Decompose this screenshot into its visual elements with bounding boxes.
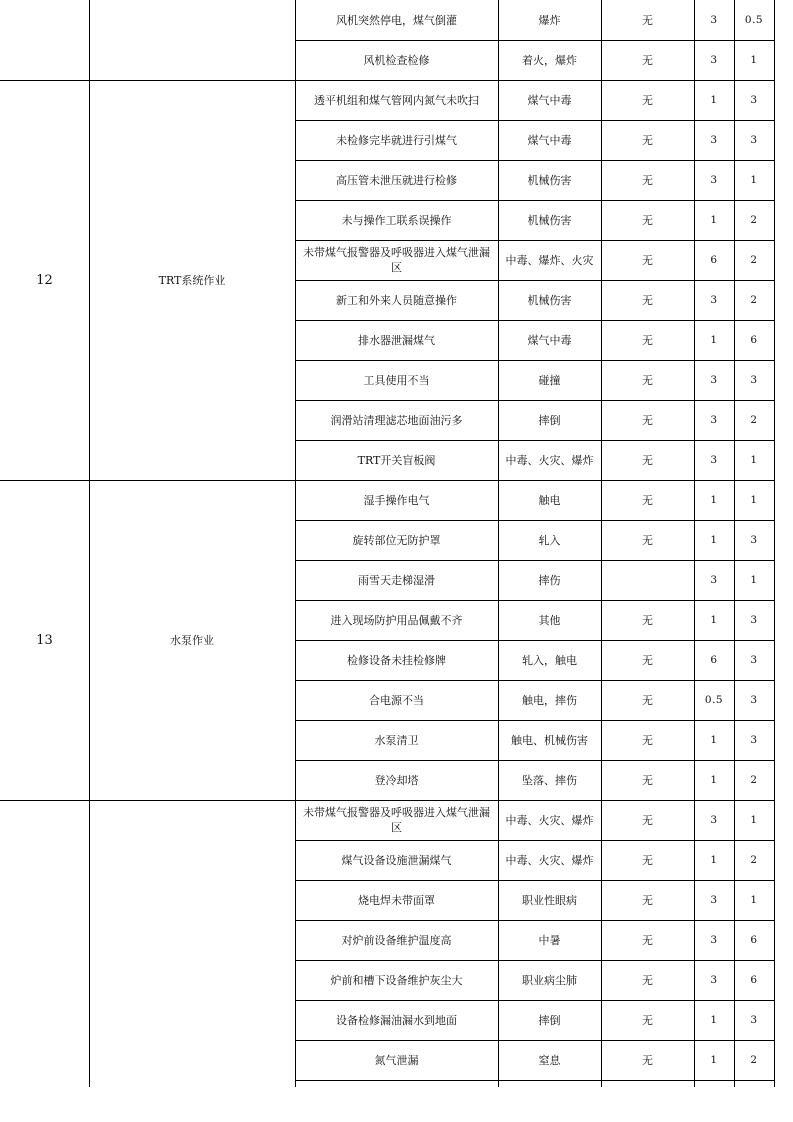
score-a-cell: 3 — [710, 453, 718, 466]
score-b-cell: 2 — [750, 213, 758, 226]
hazard-cause-cell: 炉前和槽下设备维护灰尘大 — [330, 973, 463, 987]
score-a-cell: 3 — [710, 893, 718, 906]
hazard-cause-cell: 高压管未泄压就进行检修 — [336, 173, 457, 187]
harm-type-cell: 职业病尘肺 — [522, 973, 577, 987]
row-divider — [295, 1080, 775, 1081]
group-seq-cell: 12 — [36, 272, 53, 288]
control-measure-cell: 无 — [642, 13, 653, 27]
score-a-cell: 1 — [710, 533, 718, 546]
hazard-cause-cell: 未与操作工联系误操作 — [341, 213, 452, 227]
control-measure-cell: 无 — [642, 893, 653, 907]
control-measure-cell: 无 — [642, 613, 653, 627]
score-a-cell: 1 — [710, 853, 718, 866]
harm-type-cell: 煤气中毒 — [527, 133, 572, 147]
score-b-cell: 3 — [750, 613, 758, 626]
control-measure-cell: 无 — [642, 693, 653, 707]
hazard-cause-cell: 排水器泄漏煤气 — [358, 333, 435, 347]
harm-type-cell: 煤气中毒 — [527, 333, 572, 347]
hazard-cause-cell: 旋转部位无防护罩 — [352, 533, 441, 547]
control-measure-cell: 无 — [642, 1013, 653, 1027]
harm-type-cell: 中毒、火灾、爆炸 — [505, 453, 594, 467]
group-task-cell — [89, 800, 295, 1080]
harm-type-cell: 触电、机械伤害 — [511, 733, 588, 747]
harm-type-cell: 其他 — [538, 613, 561, 627]
harm-type-cell: 轧入，触电 — [522, 653, 577, 667]
group-task-cell: 水泵作业 — [170, 633, 214, 647]
hazard-cause-cell: 透平机组和煤气管网内氮气未吹扫 — [314, 93, 479, 107]
column-line — [774, 0, 775, 1087]
score-b-cell: 2 — [750, 853, 758, 866]
hazard-cause-cell: TRT开关盲板阀 — [357, 453, 436, 467]
hazard-cause-cell: 未带煤气报警器及呼吸器进入煤气泄漏区 — [303, 806, 490, 834]
score-a-cell: 3 — [710, 973, 718, 986]
group-task-cell — [89, 0, 295, 80]
control-measure-cell: 无 — [642, 933, 653, 947]
score-b-cell: 2 — [750, 293, 758, 306]
score-a-cell: 3 — [710, 173, 718, 186]
score-a-cell: 3 — [710, 133, 718, 146]
score-a-cell: 0.5 — [704, 693, 724, 706]
control-measure-cell: 无 — [642, 533, 653, 547]
harm-type-cell: 触电，摔伤 — [522, 693, 577, 707]
score-b-cell: 3 — [750, 533, 758, 546]
control-measure-cell: 无 — [642, 213, 653, 227]
control-measure-cell: 无 — [642, 453, 653, 467]
control-measure-cell: 无 — [642, 813, 653, 827]
score-a-cell: 6 — [710, 653, 718, 666]
score-a-cell: 3 — [710, 373, 718, 386]
control-measure-cell: 无 — [642, 413, 653, 427]
score-a-cell: 1 — [710, 493, 718, 506]
hazard-cause-cell: 合电源不当 — [369, 693, 424, 707]
control-measure-cell: 无 — [642, 93, 653, 107]
control-measure-cell: 无 — [642, 53, 653, 67]
control-measure-cell: 无 — [642, 733, 653, 747]
hazard-cause-cell: 湿手操作电气 — [363, 493, 430, 507]
column-line — [89, 0, 90, 1087]
score-b-cell: 1 — [750, 493, 758, 506]
score-b-cell: 3 — [750, 373, 758, 386]
score-b-cell: 1 — [750, 813, 758, 826]
score-b-cell: 3 — [750, 653, 758, 666]
score-a-cell: 3 — [710, 13, 718, 26]
control-measure-cell: 无 — [642, 293, 653, 307]
harm-type-cell: 机械伤害 — [527, 293, 572, 307]
score-a-cell: 1 — [710, 613, 718, 626]
group-divider — [0, 80, 296, 81]
control-measure-cell: 无 — [642, 133, 653, 147]
score-b-cell: 1 — [750, 53, 758, 66]
group-divider — [0, 800, 296, 801]
harm-type-cell: 机械伤害 — [527, 173, 572, 187]
hazard-cause-cell: 工具使用不当 — [363, 373, 430, 387]
harm-type-cell: 职业性眼病 — [522, 893, 577, 907]
harm-type-cell: 中毒、火灾、爆炸 — [505, 813, 594, 827]
hazard-cause-cell: 风机检查检修 — [363, 53, 430, 67]
harm-type-cell: 机械伤害 — [527, 213, 572, 227]
control-measure-cell: 无 — [642, 853, 653, 867]
group-task-cell: TRT系统作业 — [158, 273, 226, 287]
control-measure-cell: 无 — [642, 253, 653, 267]
score-b-cell: 6 — [750, 933, 758, 946]
score-b-cell: 1 — [750, 893, 758, 906]
score-b-cell: 1 — [750, 573, 758, 586]
harm-type-cell: 摔倒 — [538, 1013, 561, 1027]
score-b-cell: 2 — [750, 773, 758, 786]
score-a-cell: 3 — [710, 413, 718, 426]
score-b-cell: 3 — [750, 1013, 758, 1026]
control-measure-cell: 无 — [642, 773, 653, 787]
score-a-cell: 3 — [710, 53, 718, 66]
harm-type-cell: 中暑 — [538, 933, 561, 947]
score-b-cell: 3 — [750, 93, 758, 106]
hazard-cause-cell: 风机突然停电，煤气倒灌 — [336, 13, 457, 27]
score-a-cell: 3 — [710, 933, 718, 946]
hazard-cause-cell: 对炉前设备维护温度高 — [341, 933, 452, 947]
control-measure-cell: 无 — [642, 493, 653, 507]
harm-type-cell: 窒息 — [538, 1053, 561, 1067]
harm-type-cell: 摔倒 — [538, 413, 561, 427]
hazard-cause-cell: 润滑站清理滤芯地面油污多 — [330, 413, 463, 427]
hazard-cause-cell: 氮气泄漏 — [374, 1053, 419, 1067]
score-b-cell: 3 — [750, 133, 758, 146]
score-b-cell: 2 — [750, 413, 758, 426]
harm-type-cell: 煤气中毒 — [527, 93, 572, 107]
score-a-cell: 1 — [710, 93, 718, 106]
hazard-cause-cell: 烧电焊未带面罩 — [358, 893, 435, 907]
score-a-cell: 1 — [710, 1013, 718, 1026]
score-a-cell: 3 — [710, 293, 718, 306]
control-measure-cell: 无 — [642, 333, 653, 347]
hazard-cause-cell: 登冷却塔 — [374, 773, 419, 787]
score-b-cell: 2 — [750, 253, 758, 266]
control-measure-cell: 无 — [642, 173, 653, 187]
score-b-cell: 1 — [750, 173, 758, 186]
group-divider — [0, 480, 296, 481]
hazard-cause-cell: 新工和外来人员随意操作 — [336, 293, 457, 307]
control-measure-cell: 无 — [642, 1053, 653, 1067]
harm-type-cell: 碰撞 — [538, 373, 561, 387]
group-seq-cell: 13 — [36, 632, 53, 648]
harm-type-cell: 轧入 — [538, 533, 561, 547]
harm-type-cell: 触电 — [538, 493, 561, 507]
score-b-cell: 6 — [750, 333, 758, 346]
score-b-cell: 2 — [750, 1053, 758, 1066]
score-b-cell: 3 — [750, 693, 758, 706]
column-line — [498, 0, 499, 1087]
harm-type-cell: 中毒、火灾、爆炸 — [505, 853, 594, 867]
hazard-cause-cell: 设备检修漏油漏水到地面 — [336, 1013, 457, 1027]
score-b-cell: 0.5 — [744, 13, 764, 26]
group-seq-cell — [0, 0, 89, 80]
column-line — [694, 0, 695, 1087]
score-a-cell: 1 — [710, 213, 718, 226]
score-a-cell: 3 — [710, 573, 718, 586]
harm-type-cell: 坠落、摔伤 — [522, 773, 577, 787]
harm-type-cell: 着火，爆炸 — [522, 53, 577, 67]
hazard-cause-cell: 检修设备未挂检修牌 — [347, 653, 446, 667]
score-b-cell: 3 — [750, 733, 758, 746]
hazard-cause-cell: 雨雪天走梯湿滑 — [358, 573, 435, 587]
group-seq-cell — [0, 800, 89, 1080]
control-measure-cell — [601, 560, 694, 600]
score-a-cell: 1 — [710, 333, 718, 346]
hazard-cause-cell: 未带煤气报警器及呼吸器进入煤气泄漏区 — [303, 246, 490, 274]
column-line — [601, 0, 602, 1087]
score-a-cell: 1 — [710, 773, 718, 786]
harm-type-cell: 中毒、爆炸、火灾 — [505, 253, 594, 267]
harm-type-cell: 爆炸 — [538, 13, 561, 27]
control-measure-cell: 无 — [642, 973, 653, 987]
harm-type-cell: 摔伤 — [538, 573, 561, 587]
control-measure-cell: 无 — [642, 653, 653, 667]
score-b-cell: 6 — [750, 973, 758, 986]
score-a-cell: 1 — [710, 1053, 718, 1066]
hazard-cause-cell: 未检修完毕就进行引煤气 — [336, 133, 457, 147]
hazard-cause-cell: 水泵清卫 — [374, 733, 419, 747]
column-line — [295, 0, 296, 1087]
score-a-cell: 3 — [710, 813, 718, 826]
score-a-cell: 6 — [710, 253, 718, 266]
score-b-cell: 1 — [750, 453, 758, 466]
hazard-cause-cell: 进入现场防护用品佩戴不齐 — [330, 613, 463, 627]
hazard-cause-cell: 煤气设备设施泄漏煤气 — [341, 853, 452, 867]
column-line — [734, 0, 735, 1087]
score-a-cell: 1 — [710, 733, 718, 746]
control-measure-cell: 无 — [642, 373, 653, 387]
